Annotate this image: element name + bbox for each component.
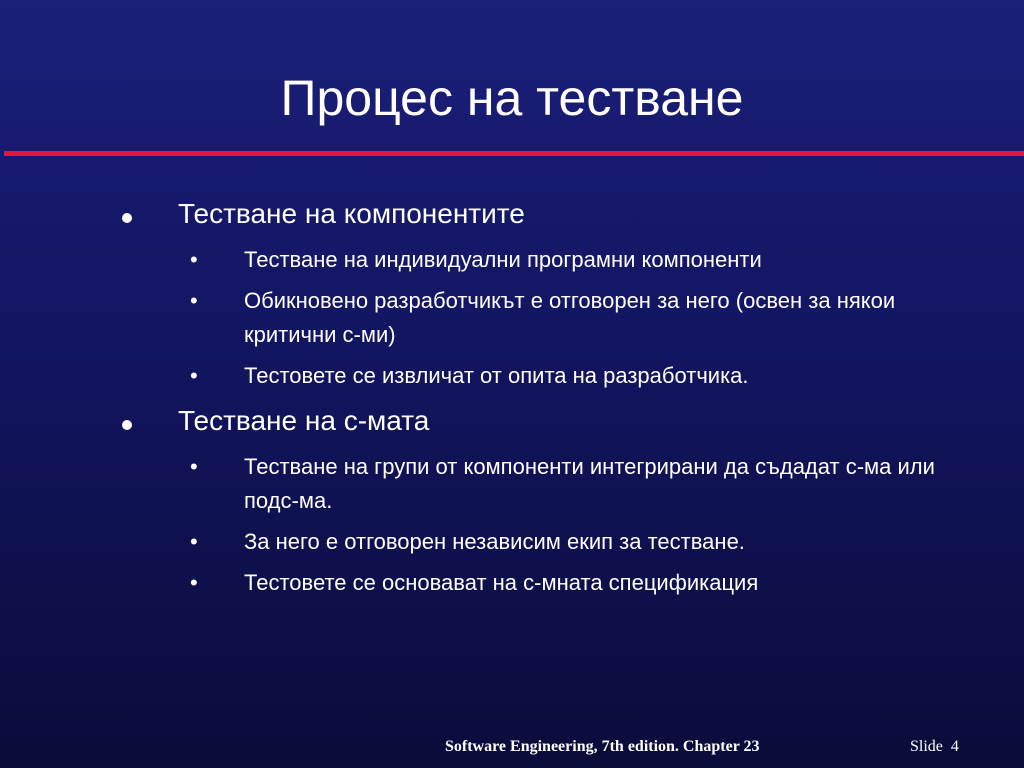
section-heading: Тестване на с-мата xyxy=(178,405,430,436)
list-item: Тестовете се основават на с-мната спецификация xyxy=(244,570,759,595)
bullet-dot-icon xyxy=(122,420,132,430)
sub-bullet-icon: • xyxy=(190,454,198,479)
list-item: Тестовете се извличат от опита на разработчика. xyxy=(244,363,749,388)
footer-slide-indicator xyxy=(910,737,959,757)
list-item: Тестване на групи от компоненти интегрирани да съдадат с-ма или подс-ма. xyxy=(244,454,935,513)
sub-bullet-icon: • xyxy=(190,363,198,388)
sub-bullet-icon: • xyxy=(190,570,198,595)
slide-number: 4 xyxy=(950,738,959,755)
bullet-dot-icon xyxy=(122,213,132,223)
list-item: Обикновено разработчикът е отговорен за него (освен за някои критични с-ми) xyxy=(244,288,896,347)
sub-bullet-icon: • xyxy=(190,529,198,554)
list-item: Тестване на индивидуални програмни компоненти xyxy=(244,247,762,272)
sub-bullet-icon: • xyxy=(190,247,198,272)
list-item: За него е отговорен независим екип за тестване. xyxy=(244,529,745,554)
sub-bullet-icon: • xyxy=(190,288,198,313)
section-heading: Тестване на компонентите xyxy=(178,198,525,229)
slide-title: Процес на тестване xyxy=(280,70,744,126)
slide-label: Slide xyxy=(910,738,943,755)
footer-book-title: Software Engineering, 7th edition. Chapter 23 xyxy=(445,738,760,755)
